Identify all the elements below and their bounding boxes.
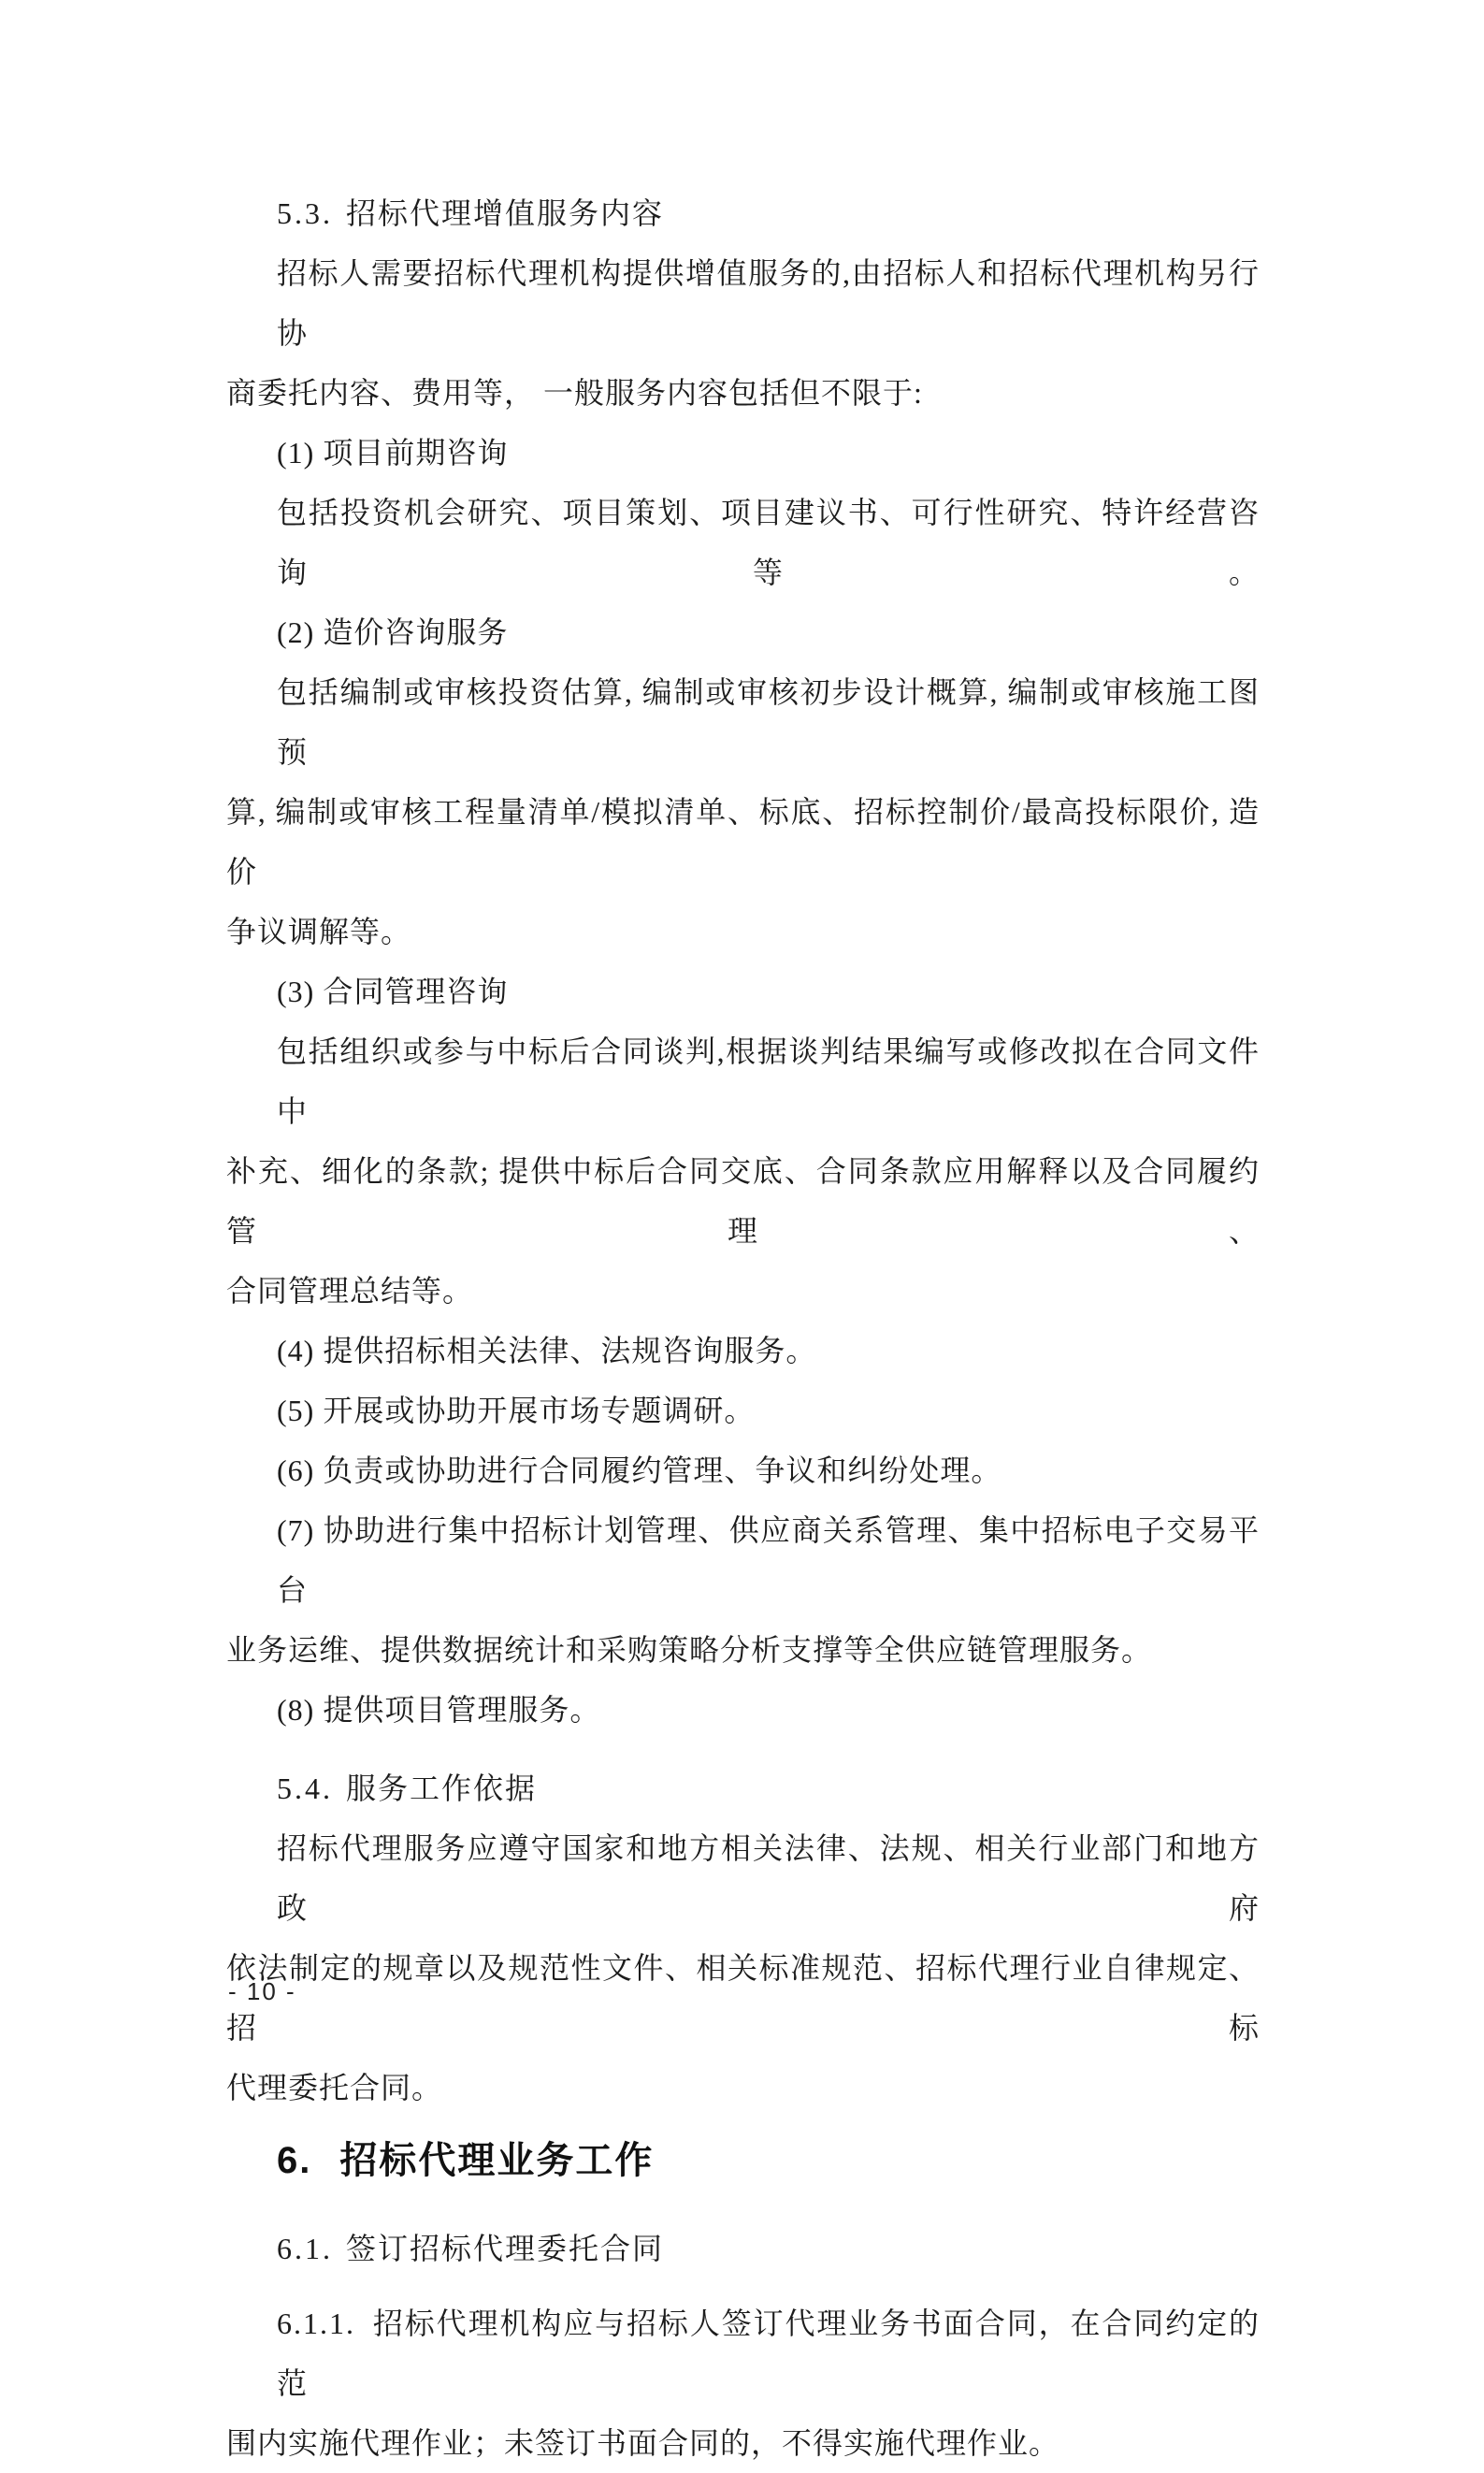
- section-6-1-heading: [226, 2219, 1260, 2278]
- page-footer: [228, 1975, 296, 2007]
- list-item-3-desc-line: 包括组织或参与中标后合同谈判,根据谈判结果编写或修改拟在合同文件中: [277, 1034, 1260, 1128]
- chapter-6-number: 6.: [277, 2140, 312, 2181]
- list-item-2-desc-line: 争议调解等。: [226, 915, 412, 948]
- section-6-1-title: 签订招标代理委托合同: [346, 2232, 665, 2265]
- section-5-3-number: 5.3.: [277, 196, 333, 230]
- clause-6-1-1-line: [226, 2293, 1260, 2413]
- paragraph-line: 招标代理服务应遵守国家和地方相关法律、法规、相关行业部门和地方政府: [277, 1831, 1260, 1925]
- paragraph-line: 商委托内容、费用等， 一般服务内容包括但不限于:: [226, 376, 923, 410]
- clause-6-1-1-text: 招标代理机构应与招标人签订代理业务书面合同，在合同约定的范: [277, 2307, 1260, 2400]
- list-item-2-desc-line: 包括编制或审核投资估算, 编制或审核初步设计概算, 编制或审核施工图预: [277, 675, 1260, 769]
- clause-6-1-1-line: 围内实施代理作业；未签订书面合同的，不得实施代理作业。: [226, 2426, 1060, 2460]
- list-item-1: (1) 项目前期咨询: [277, 436, 509, 470]
- section-5-4-heading: [226, 1758, 1260, 1818]
- list-item-7-line: 业务运维、提供数据统计和采购策略分析支撑等全供应链管理服务。: [226, 1633, 1153, 1667]
- list-item-2: (2) 造价咨询服务: [277, 615, 509, 649]
- paragraph-line: 依法制定的规章以及规范性文件、相关标准规范、招标代理行业自律规定、招标: [226, 1951, 1260, 2045]
- list-item-4: (4) 提供招标相关法律、法规咨询服务。: [277, 1334, 817, 1367]
- list-item-3-desc-line: 合同管理总结等。: [226, 1274, 474, 1308]
- list-item-3-desc-line: 补充、细化的条款; 提供中标后合同交底、合同条款应用解释以及合同履约管理、: [226, 1154, 1260, 1248]
- section-5-4-number: 5.4.: [277, 1772, 333, 1805]
- list-item-6: (6) 负责或协助进行合同履约管理、争议和纠纷处理。: [277, 1453, 1002, 1487]
- list-item-7-line: (7) 协助进行集中招标计划管理、供应商关系管理、集中招标电子交易平台: [277, 1513, 1260, 1607]
- clause-6-1-1-number: 6.1.1.: [277, 2307, 355, 2340]
- chapter-6-title: 招标代理业务工作: [339, 2140, 655, 2181]
- chapter-6-heading: [226, 2118, 1260, 2204]
- list-item-8: (8) 提供项目管理服务。: [277, 1693, 601, 1727]
- section-6-1-number: 6.1.: [277, 2232, 333, 2265]
- paragraph-line: 代理委托合同。: [226, 2071, 443, 2104]
- list-item-3: (3) 合同管理咨询: [277, 975, 509, 1008]
- list-item-2-desc-line: 算, 编制或审核工程量清单/模拟清单、标底、招标控制价/最高投标限价, 造价: [226, 795, 1260, 889]
- paragraph-line: 招标人需要招标代理机构提供增值服务的,由招标人和招标代理机构另行协: [277, 256, 1260, 350]
- section-5-3-title: 招标代理增值服务内容: [346, 196, 665, 230]
- section-5-4-title: 服务工作依据: [346, 1772, 538, 1805]
- list-item-1-desc: 包括投资机会研究、项目策划、项目建议书、可行性研究、特许经营咨询等。: [277, 496, 1260, 589]
- page-number: - 10 -: [228, 1977, 296, 2005]
- list-item-5: (5) 开展或协助开展市场专题调研。: [277, 1394, 756, 1427]
- section-5-3-heading: [226, 183, 1260, 243]
